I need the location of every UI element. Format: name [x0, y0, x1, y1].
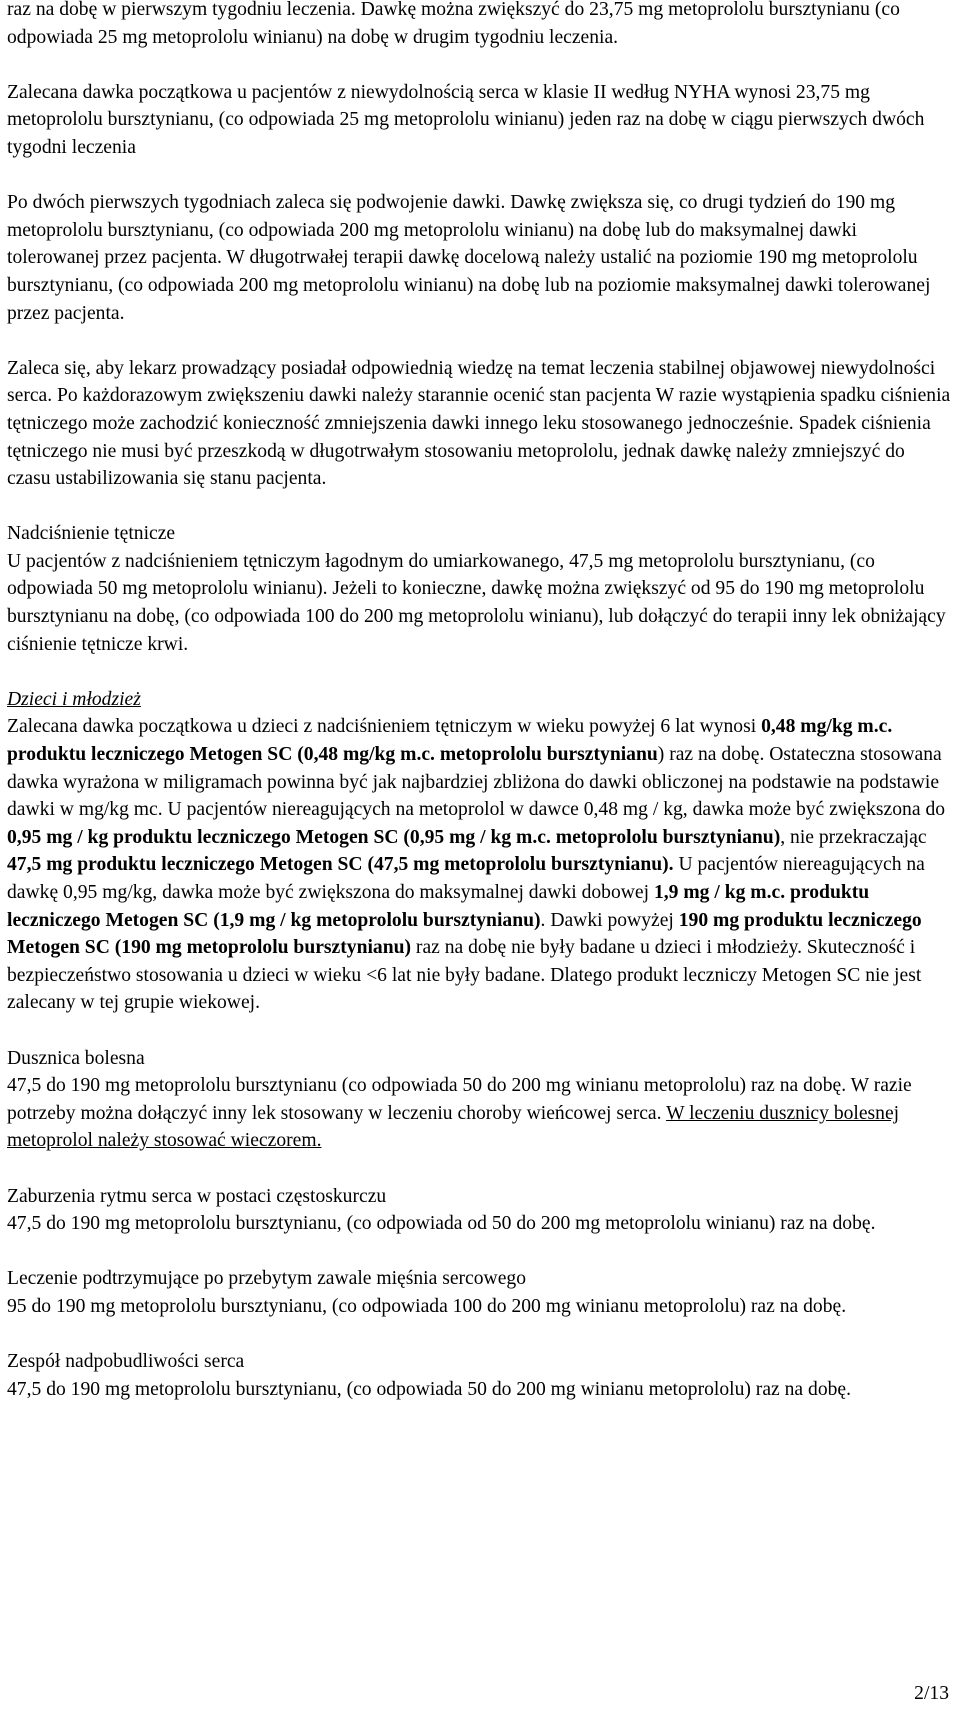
section-text: Zalecana dawka początkowa u dzieci z nadciśnieniem tętniczym w wieku powyżej 6 lat wynosi [7, 716, 762, 738]
section-text: 47,5 do 190 mg metoprololu bursztynianu, (co odpowiada 50 do 200 mg winianu metoprololu) raz na dobę. [7, 1378, 852, 1400]
section-text: raz na dobę nie były badane u dzieci i młodzieży. Skuteczność i bezpieczeństwo stosowania u dzieci w wieku <6 lat nie były badane. Dlatego produkt leczniczy Metogen SC nie jest zalecany w tej grupie wiekowej. [7, 937, 922, 1014]
bold-dose-text: 1,9 mg / kg m.c. produktu leczniczego Metogen SC (1,9 mg / kg metoprololu bursztynianu) [7, 882, 870, 931]
section-hyperkinetic [7, 1348, 953, 1403]
underlined-note: W leczeniu duszniсy bolesnej metoprolol należy stosować wieczorem. [7, 1102, 900, 1152]
bold-dose-text: 47,5 mg produktu leczniczego Metogen SC (47,5 mg metoprololu bursztynianu). [7, 854, 674, 876]
bold-dose-text: 190 mg produktu leczniczego Metogen SC (190 mg metoprololu bursztynianu) [7, 909, 922, 959]
section-angina [7, 1045, 953, 1155]
section-heading: Leczenie podtrzymujące po przebytym zawale mięśnia sercowego [7, 1268, 526, 1290]
paragraph-text: Zalecana dawka początkowa u pacjentów z niewydolnością serca w klasie II według NYHA wynosi 23,75 mg metoprololu bursztynianu, (co odpowiada 25 mg metoprololu winianu) jeden raz na dobę w ciągu pierwszych dwóch tygodni leczenia [7, 81, 925, 158]
section-children [7, 686, 953, 1017]
paragraph-text: Po dwóch pierwszych tygodniach zaleca się podwojenie dawki. Dawkę zwiększa się, co drugi tydzień do 190 mg metoprololu bursztynianu, (co odpowiada 200 mg metoprololu winianu) na dobę lub do maksymalnej dawki tolerowanej przez pacjenta. W długotrwałej terapii dawkę docelową należy ustalić na poziomie 190 mg metoprololu bursztynianu, (co odpowiada 200 mg metoprololu winianu) na dobę lub na poziomie maksymalnej dawki tolerowanej przez pacjenta. [7, 192, 931, 324]
paragraph-heart-failure-start [7, 79, 953, 162]
paragraph-dose-doubling [7, 189, 953, 327]
bold-dose-text: 0,48 mg/kg m.c. produktu leczniczego Metogen SC (0,48 mg/kg m.c. metoprololu bursztynianu [7, 716, 893, 766]
section-heading: Zespół nadpobudliwości serca [7, 1351, 245, 1373]
document-page [7, 0, 953, 1431]
section-text: . Dawki powyżej [540, 909, 679, 931]
section-text: U pacjentów z nadciśnieniem tętniczym łagodnym do umiarkowanego, 47,5 mg metoprololu bursztynianu, (co odpowiada 50 mg metoprololu winianu). Jeżeli to konieczne, dawkę można zwiększyć od 95 do 190 mg metoprololu bursztynianu na dobę, (co odpowiada 100 do 200 mg metoprololu winianu), lub dołączyć do terapii inny lek obniżający ciśnienie tętnicze krwi. [7, 550, 946, 655]
bold-dose-text: 0,95 mg / kg produktu leczniczego Metogen SC (0,95 mg / kg m.c. metoprololu bursztynianu) [7, 826, 781, 848]
section-text: 47,5 do 190 mg metoprololu bursztynianu (co odpowiada 50 do 200 mg winianu metoprololu) raz na dobę. W razie potrzeby można dołączyć inny lek stosowany w leczeniu choroby wieńcowej serca. [7, 1075, 912, 1124]
section-heading: Zaburzenia rytmu serca w postaci częstoskurczu [7, 1185, 387, 1207]
section-text: , nie przekraczając [780, 826, 927, 848]
page-number: 2/13 [914, 1683, 949, 1704]
paragraph-physician-knowledge [7, 355, 953, 493]
section-arrhythmia [7, 1183, 953, 1238]
section-hypertension [7, 520, 953, 658]
paragraph-text: Zaleca się, aby lekarz prowadzący posiadał odpowiednią wiedzę na temat leczenia stabilnej objawowej niewydolności serca. Po każdorazowym zwiększeniu dawki należy starannie ocenić stan pacjenta W razie wystąpienia spadku ciśnienia tętniczego może zachodzić konieczność zmniejszenia dawki innego leku stosowanego jednocześnie. Spadek ciśnienia tętniczego nie musi być przeszkodą w długotrwałym stosowaniu metoprololu, jednak dawkę należy zmniejszyć do czasu ustabilizowania się stanu pacjenta. [7, 357, 951, 490]
section-heading: Nadciśnienie tętnicze [7, 523, 176, 545]
section-heading: Dzieci i młodzież [7, 688, 141, 710]
paragraph-text: raz na dobę w pierwszym tygodniu leczenia. Dawkę można zwiększyć do 23,75 mg metoprololu bursztynianu (co odpowiada 25 mg metoprololu winianu) na dobę w drugim tygodniu leczenia. [7, 0, 900, 48]
section-maintenance [7, 1265, 953, 1320]
section-heading: Dusznica bolesna [7, 1047, 145, 1069]
section-text: ) raz na dobę. Ostateczna stosowana dawka wyrażona w miligramach powinna być jak najbardziej zbliżona do dawki obliczonej na podstawie na podstawie dawki w mg/kg mc. U pacjentów niereagujących na metoprolol w dawce 0,48 mg / kg, dawka może być zwiększona do [7, 744, 946, 821]
section-text: U pacjentów niereagujących na dawkę 0,95 mg/kg, dawka może być zwiększona do maksymalnej dawki dobowej [7, 854, 925, 903]
section-text: 95 do 190 mg metoprololu bursztynianu, (co odpowiada 100 do 200 mg winianu metoprololu) raz na dobę. [7, 1295, 847, 1317]
section-text: 47,5 do 190 mg metoprololu bursztynianu, (co odpowiada od 50 do 200 mg metoprololu winianu) raz na dobę. [7, 1213, 876, 1235]
paragraph-first-week [7, 0, 953, 51]
